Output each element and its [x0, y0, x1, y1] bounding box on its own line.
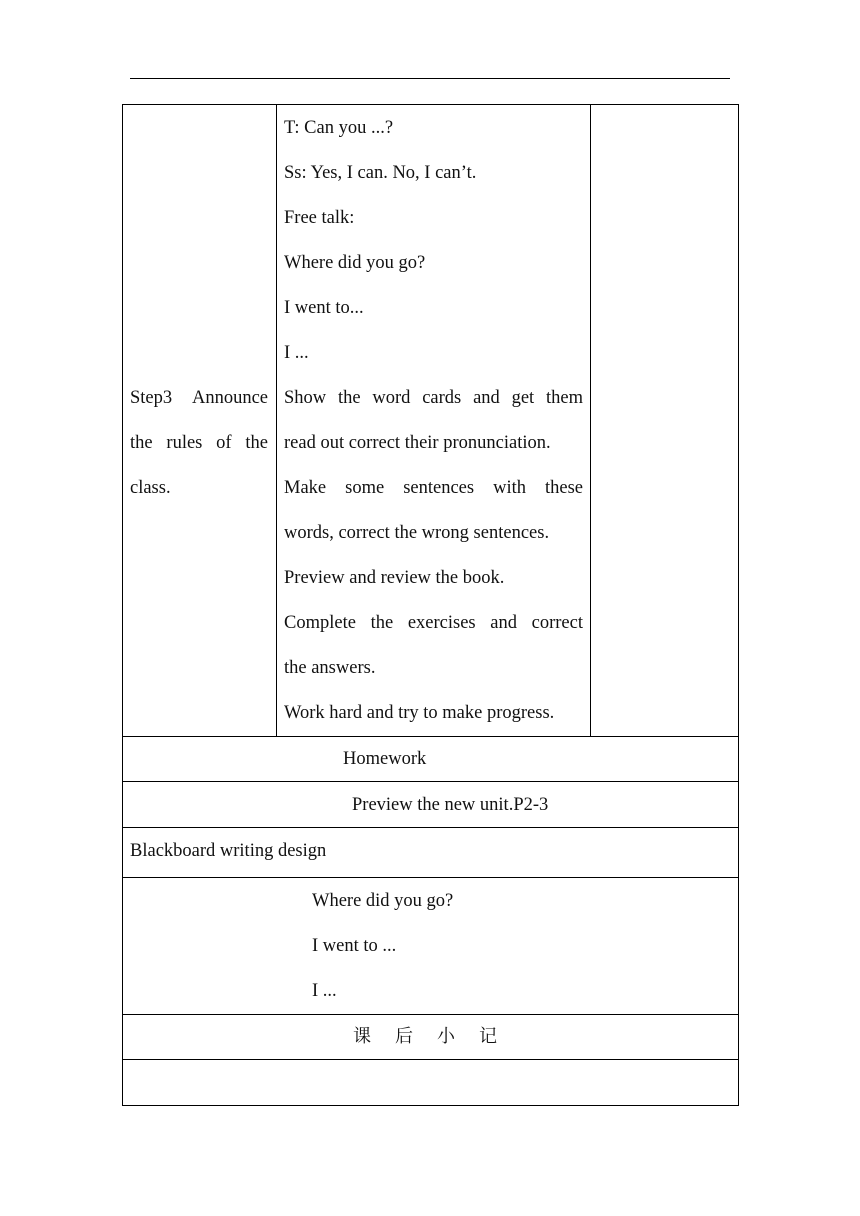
activity-line: I went to... [284, 298, 364, 318]
blackboard-line: I ... [312, 981, 337, 1001]
activity-line: the answers. [284, 658, 376, 678]
homework-title: Homework [343, 749, 427, 769]
blackboard-line: Where did you go? [312, 891, 454, 911]
step-label-line: the rules of the [130, 433, 268, 453]
step-label-line: class. [130, 478, 171, 498]
activity-line: Ss: Yes, I can. No, I can’t. [284, 163, 477, 183]
activity-line: Make some sentences with these [284, 478, 583, 498]
activity-line: words, correct the wrong sentences. [284, 523, 550, 543]
blackboard-title: Blackboard writing design [130, 841, 327, 861]
blackboard-line: I went to ... [312, 936, 397, 956]
activity-line: I ... [284, 343, 309, 363]
step-label-line: Step3 Announce [130, 388, 268, 408]
homework-content: Preview the new unit.P2-3 [352, 795, 549, 815]
activity-line: Preview and review the book. [284, 568, 505, 588]
activity-line: Work hard and try to make progress. [284, 703, 555, 723]
activity-line: Where did you go? [284, 253, 426, 273]
activity-line: Complete the exercises and correct [284, 613, 583, 633]
activity-line: read out correct their pronunciation. [284, 433, 551, 453]
activity-line: Show the word cards and get them [284, 388, 583, 408]
notes-title: 课后小记 [353, 1026, 521, 1047]
activity-line: T: Can you ...? [284, 118, 394, 138]
activity-line: Free talk: [284, 208, 355, 228]
